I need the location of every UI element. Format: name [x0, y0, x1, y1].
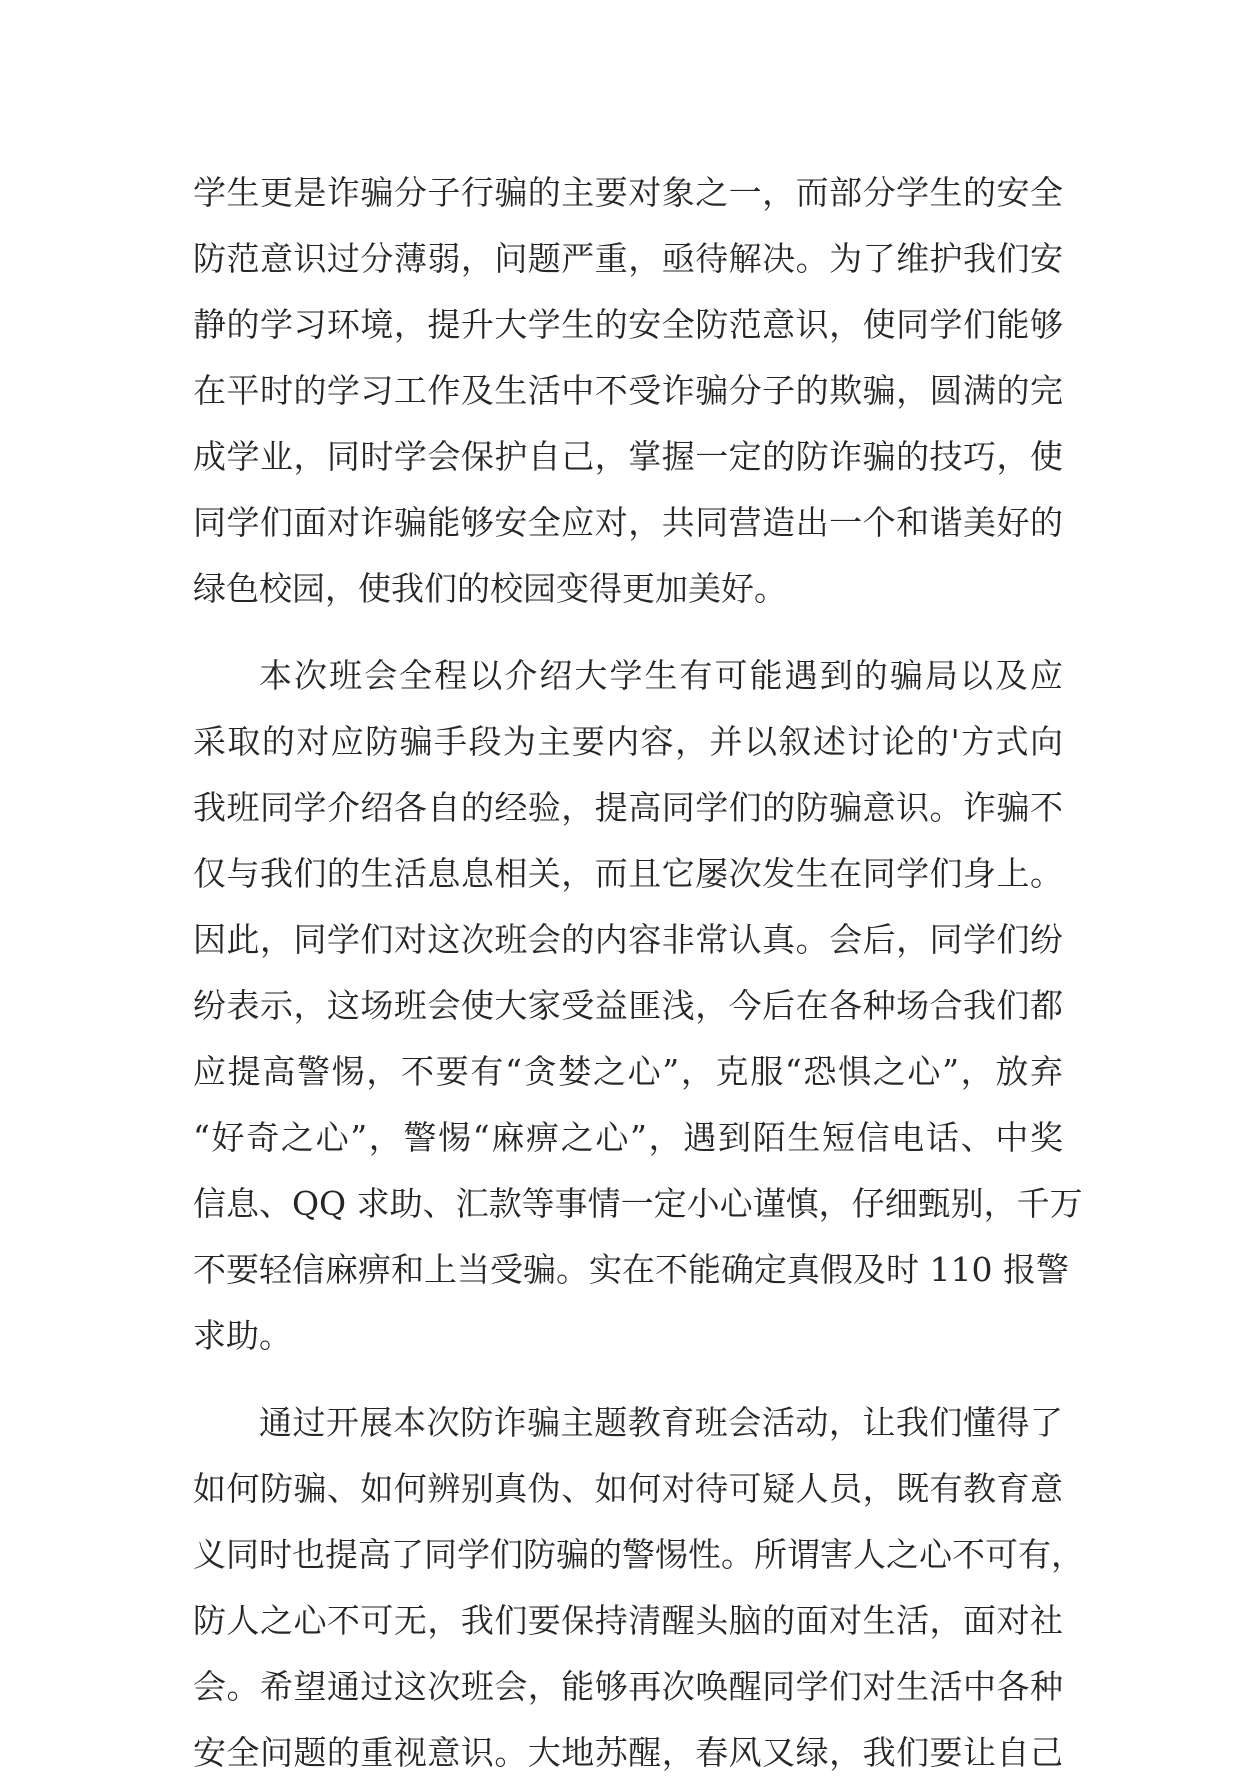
text-line: 求助。 — [193, 1316, 292, 1355]
paragraph-2 — [193, 643, 1083, 1369]
text-line: 绿色校园，使我们的校园变得更加美好。 — [193, 569, 787, 608]
text-line: 我班同学介绍各自的经验，提高同学们的防骗意识。诈骗不 — [193, 788, 1063, 827]
text-line: 同学们面对诈骗能够安全应对，共同营造出一个和谐美好的 — [193, 503, 1063, 542]
paragraph-1 — [193, 160, 1063, 622]
text-line: 本次班会全程以介绍大学生有可能遇到的骗局以及应 — [259, 656, 1063, 695]
text-line: 在平时的学习工作及生活中不受诈骗分子的欺骗，圆满的完 — [193, 371, 1063, 410]
text-line: 安全问题的重视意识。大地苏醒，春风又绿，我们要让自己 — [193, 1733, 1063, 1772]
text-line: 学生更是诈骗分子行骗的主要对象之一，而部分学生的安全 — [193, 173, 1063, 212]
text-line: 仅与我们的生活息息相关，而且它屡次发生在同学们身上。 — [193, 854, 1063, 893]
text-line: 静的学习环境，提升大学生的安全防范意识，使同学们能够 — [193, 305, 1063, 344]
paragraph-spacing — [193, 1369, 1063, 1390]
text-line: 不要轻信麻痹和上当受骗。实在不能确定真假及时 110 报警 — [193, 1250, 1069, 1289]
text-line: 防人之心不可无，我们要保持清醒头脑的面对生活，面对社 — [193, 1601, 1063, 1640]
text-line: 采取的对应防骗手段为主要内容，并以叙述讨论的'方式向 — [193, 722, 1063, 761]
text-line: 通过开展本次防诈骗主题教育班会活动，让我们懂得了 — [259, 1403, 1063, 1442]
text-line: “好奇之心”，警惕“麻痹之心”，遇到陌生短信电话、中奖 — [193, 1118, 1063, 1157]
text-line: 纷表示，这场班会使大家受益匪浅，今后在各种场合我们都 — [193, 986, 1063, 1025]
text-line: 因此，同学们对这次班会的内容非常认真。会后，同学们纷 — [193, 920, 1063, 959]
text-line: 防范意识过分薄弱，问题严重，亟待解决。为了维护我们安 — [193, 239, 1063, 278]
text-line: 成学业，同时学会保护自己，掌握一定的防诈骗的技巧，使 — [193, 437, 1063, 476]
text-line: 会。希望通过这次班会，能够再次唤醒同学们对生活中各种 — [193, 1667, 1063, 1706]
text-line: 如何防骗、如何辨别真伪、如何对待可疑人员，既有教育意 — [193, 1469, 1063, 1508]
paragraph-3 — [193, 1390, 1084, 1786]
text-line: 应提高警惕，不要有“贪婪之心”，克服“恐惧之心”，放弃 — [193, 1052, 1063, 1091]
text-line: 义同时也提高了同学们防骗的警惕性。所谓害人之心不可有， — [193, 1535, 1084, 1574]
document-body — [193, 160, 1084, 1786]
paragraph-spacing — [193, 622, 1063, 643]
text-line: 信息、QQ 求助、汇款等事情一定小心谨慎，仔细甄别，千万 — [193, 1184, 1083, 1223]
